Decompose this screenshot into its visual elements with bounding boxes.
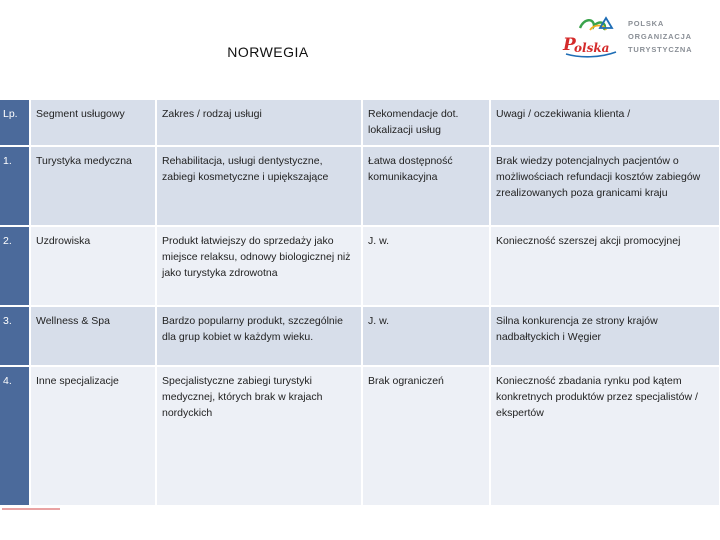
header-scope: Zakres / rodzaj usługi bbox=[156, 100, 362, 146]
notes-cell: Brak wiedzy potencjalnych pacjentów o możliwościach refundacji kosztów zabiegów zrealizowanych poza granicami kraju bbox=[490, 146, 720, 226]
svg-text:P: P bbox=[563, 35, 576, 55]
table-row bbox=[0, 366, 720, 506]
table-row bbox=[0, 226, 720, 306]
org-line: ORGANIZACJA bbox=[628, 32, 692, 41]
header-segment: Segment usługowy bbox=[30, 100, 156, 146]
header-recommendations: Rekomendacje dot. lokalizacji usług bbox=[362, 100, 490, 146]
scope-cell: Bardzo popularny produkt, szczególnie dla grup kobiet w każdym wieku. bbox=[156, 306, 362, 366]
svg-text:olska: olska bbox=[574, 41, 610, 55]
row-number: 4. bbox=[0, 366, 30, 506]
recommendation-cell: J. w. bbox=[362, 226, 490, 306]
recommendation-cell: Brak ograniczeń bbox=[362, 366, 490, 506]
notes-cell: Konieczność szerszej akcji promocyjnej bbox=[490, 226, 720, 306]
org-name bbox=[628, 17, 692, 56]
table-row bbox=[0, 146, 720, 226]
scope-cell: Produkt łatwiejszy do sprzedaży jako miejsce relaksu, odnowy biologicznej niż jako turystyka zdrowotna bbox=[156, 226, 362, 306]
polska-logo bbox=[560, 14, 716, 60]
notes-cell: Silna konkurencja ze strony krajów nadbałtyckich i Węgier bbox=[490, 306, 720, 366]
segment-cell: Wellness & Spa bbox=[30, 306, 156, 366]
org-line: POLSKA bbox=[628, 19, 665, 28]
recommendation-cell: J. w. bbox=[362, 306, 490, 366]
scope-cell: Specjalistyczne zabiegi turystyki medycznej, których brak w krajach nordyckich bbox=[156, 366, 362, 506]
segment-cell: Inne specjalizacje bbox=[30, 366, 156, 506]
header-lp: Lp. bbox=[0, 100, 30, 146]
recommendation-cell: Łatwa dostępność komunikacyjna bbox=[362, 146, 490, 226]
segment-cell: Turystyka medyczna bbox=[30, 146, 156, 226]
header-notes: Uwagi / oczekiwania klienta / bbox=[490, 100, 720, 146]
segment-cell: Uzdrowiska bbox=[30, 226, 156, 306]
scope-cell: Rehabilitacja, usługi dentystyczne, zabiegi kosmetyczne i upiększające bbox=[156, 146, 362, 226]
polska-logo-icon bbox=[560, 14, 622, 60]
services-table bbox=[0, 100, 720, 507]
table-header-row bbox=[0, 100, 720, 146]
row-number: 2. bbox=[0, 226, 30, 306]
row-number: 1. bbox=[0, 146, 30, 226]
page-title: NORWEGIA bbox=[227, 44, 309, 60]
org-line: TURYSTYCZNA bbox=[628, 45, 693, 54]
footer-divider bbox=[2, 508, 60, 510]
row-number: 3. bbox=[0, 306, 30, 366]
notes-cell: Konieczność zbadania rynku pod kątem konkretnych produktów przez specjalistów / ekspertów bbox=[490, 366, 720, 506]
table-row bbox=[0, 306, 720, 366]
